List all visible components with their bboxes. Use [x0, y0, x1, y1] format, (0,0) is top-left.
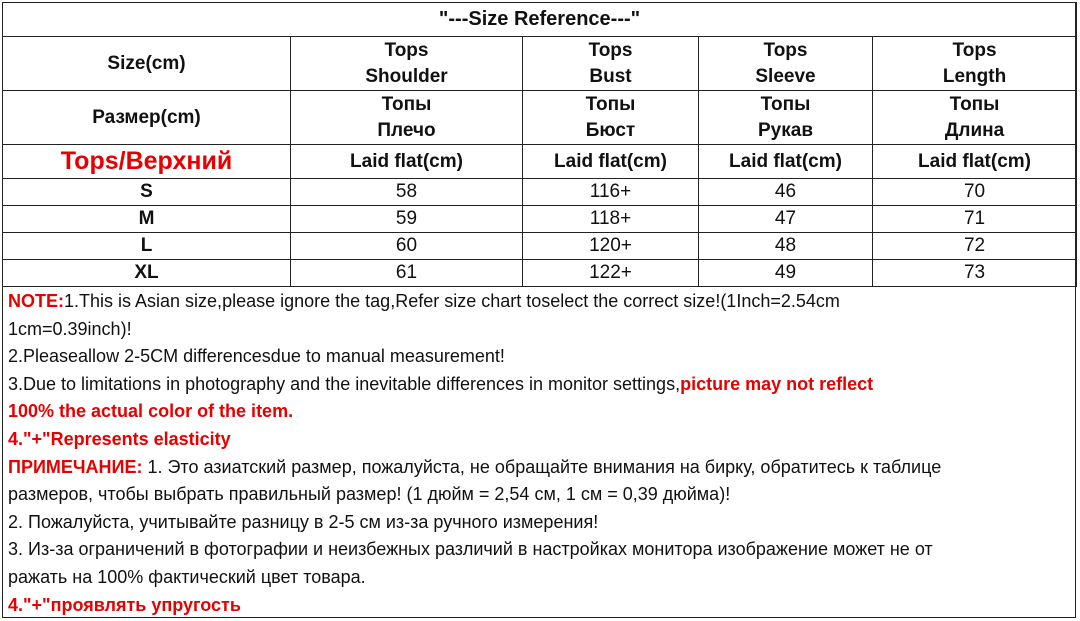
- ru-note-label: ПРИМЕЧАНИЕ:: [8, 456, 143, 477]
- shoulder-cell: 58: [291, 179, 523, 206]
- note-1: [8, 288, 1070, 316]
- title-row: [3, 3, 1077, 37]
- header-length-ru: Топы Длина: [873, 91, 1077, 145]
- method-shoulder: Laid flat(cm): [291, 145, 523, 179]
- ru-note-1: [8, 454, 1070, 482]
- note-3-warning: picture may not reflect: [680, 373, 874, 394]
- note-1-cont: 1cm=0.39inch)!: [8, 318, 132, 339]
- length-cell: 73: [873, 260, 1077, 287]
- ru-note-3: 3. Из-за ограничений в фотографии и неизбежных различий в настройках монитора изображение может не от: [8, 539, 933, 560]
- size-cell: M: [3, 206, 291, 233]
- note-4: 4."+"Represents elasticity: [8, 428, 231, 449]
- table-title: "---Size Reference---": [3, 3, 1077, 37]
- note-3-warning-cont: 100% the actual color of the item.: [8, 401, 294, 422]
- sleeve-cell: 47: [699, 206, 873, 233]
- table-row: [3, 260, 1077, 287]
- size-reference-table: [2, 2, 1077, 287]
- header-bust-en: Tops Bust: [523, 37, 699, 91]
- length-cell: 70: [873, 179, 1077, 206]
- bust-cell: 120+: [523, 233, 699, 260]
- method-row: [3, 145, 1077, 179]
- header-shoulder-ru: Топы Плечо: [291, 91, 523, 145]
- header-shoulder-en: Tops Shoulder: [291, 37, 523, 91]
- ru-note-1-cont: размеров, чтобы выбрать правильный размер! (1 дюйм = 2,54 см, 1 см = 0,39 дюйма)!: [8, 484, 731, 505]
- size-cell: S: [3, 179, 291, 206]
- notes-section: [8, 288, 1070, 619]
- note-label: NOTE:: [8, 291, 64, 311]
- method-length: Laid flat(cm): [873, 145, 1077, 179]
- header-sleeve-en: Tops Sleeve: [699, 37, 873, 91]
- shoulder-cell: 59: [291, 206, 523, 233]
- sleeve-cell: 48: [699, 233, 873, 260]
- table-row: [3, 233, 1077, 260]
- shoulder-cell: 60: [291, 233, 523, 260]
- method-bust: Laid flat(cm): [523, 145, 699, 179]
- size-cm-label: Size(cm): [3, 37, 291, 91]
- note-3-text: 3.Due to limitations in photography and the inevitable differences in monitor settings,: [8, 373, 681, 394]
- header-sleeve-ru: Топы Рукав: [699, 91, 873, 145]
- length-cell: 72: [873, 233, 1077, 260]
- shoulder-cell: 61: [291, 260, 523, 287]
- sleeve-cell: 46: [699, 179, 873, 206]
- size-cm-label-ru: Размер(cm): [3, 91, 291, 145]
- table-row: [3, 179, 1077, 206]
- header-length-en: Tops Length: [873, 37, 1077, 91]
- note-1-text: 1.This is Asian size,please ignore the tag,Refer size chart toselect the correct size!(1Inch=2.54cm: [64, 291, 840, 311]
- note-3: [8, 371, 1070, 399]
- header-row-ru: [3, 91, 1077, 145]
- sleeve-cell: 49: [699, 260, 873, 287]
- header-row-en: [3, 37, 1077, 91]
- method-sleeve: Laid flat(cm): [699, 145, 873, 179]
- bust-cell: 116+: [523, 179, 699, 206]
- ru-note-4: 4."+"проявлять упругость: [8, 594, 241, 615]
- size-cell: L: [3, 233, 291, 260]
- length-cell: 71: [873, 206, 1077, 233]
- size-cell: XL: [3, 260, 291, 287]
- ru-note-1-text: 1. Это азиатский размер, пожалуйста, не обращайте внимания на бирку, обратитесь к таблице: [142, 456, 942, 477]
- note-2: 2.Pleaseallow 2-5CM differencesdue to manual measurement!: [8, 346, 505, 367]
- ru-note-2: 2. Пожалуйста, учитывайте разницу в 2-5 см из-за ручного измерения!: [8, 511, 599, 532]
- bust-cell: 122+: [523, 260, 699, 287]
- tops-label: Tops/Верхний: [3, 145, 291, 179]
- bust-cell: 118+: [523, 206, 699, 233]
- header-bust-ru: Топы Бюст: [523, 91, 699, 145]
- ru-note-3-cont: ражать на 100% фактический цвет товара.: [8, 566, 366, 587]
- table-row: [3, 206, 1077, 233]
